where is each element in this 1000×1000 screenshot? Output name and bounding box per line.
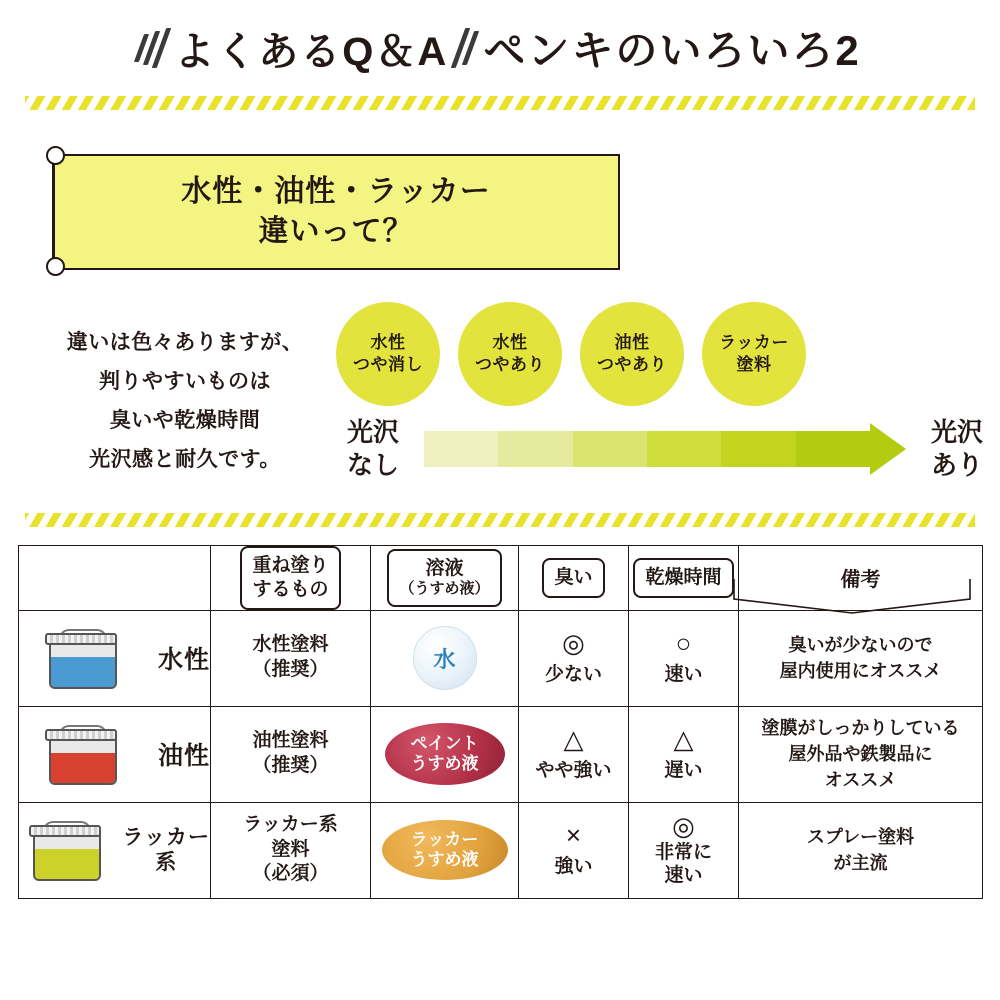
- table-row: [19, 706, 983, 802]
- gloss-bubble-line2: つやあり: [597, 355, 667, 374]
- remark-line2: が主流: [833, 853, 888, 873]
- gloss-bubble-line1: 水性: [370, 332, 406, 352]
- smell-mark: ×: [565, 819, 582, 850]
- table-row: [19, 610, 983, 706]
- gloss-scale-left-line1: 光沢: [346, 417, 399, 447]
- smell-label: やや強い: [535, 760, 612, 782]
- gloss-section: [0, 302, 1000, 481]
- solvent-water-icon: [413, 626, 477, 690]
- dry-label: 遅い: [664, 760, 703, 782]
- scroll-banner-line1: 水性・油性・ラッカー: [181, 174, 491, 208]
- table-header-overcoat: 重ね塗り するもの: [240, 546, 340, 610]
- paint-can-icon: [45, 629, 117, 687]
- decorative-slashes-left: [132, 28, 172, 68]
- gloss-bubble: [336, 302, 440, 406]
- solvent-lacquer-thinner-icon: [382, 820, 508, 880]
- row-name: 油性: [157, 742, 210, 770]
- solvent-label: 水: [433, 646, 456, 672]
- dry-label: 非常に 速い: [654, 841, 712, 886]
- gloss-lead-line-2: 判りやすいものは: [99, 369, 271, 393]
- dry-label: 速い: [664, 664, 703, 686]
- smell-mark: ◎: [562, 627, 585, 658]
- overcoat-line2: 塗料: [271, 838, 310, 860]
- table-header-row: [19, 546, 983, 611]
- row-name: 水性: [157, 646, 210, 674]
- comparison-table-area: [18, 545, 982, 899]
- gloss-bubble: [458, 302, 562, 406]
- scroll-banner: [30, 146, 620, 276]
- overcoat-line2: （推奨）: [252, 755, 329, 776]
- table-header-smell: 臭い: [542, 558, 604, 598]
- solvent-label-line1: ペイント: [410, 733, 479, 753]
- gloss-scale-right-line2: あり: [930, 449, 983, 480]
- remark-line1: 塗膜がしっかりしている: [761, 717, 960, 738]
- gloss-gradient-arrow: [424, 426, 906, 472]
- gloss-bubble-line1: ラッカー: [719, 332, 789, 352]
- remark-line1: スプレー塗料: [806, 826, 915, 847]
- gloss-bubble-list: [330, 302, 1000, 406]
- decorative-slashes-middle: [451, 28, 481, 68]
- overcoat-line1: 水性塗料: [252, 634, 329, 656]
- smell-mark: △: [563, 723, 584, 754]
- gloss-bubble-line2: つや消し: [353, 355, 423, 374]
- page-header: [0, 0, 1000, 110]
- gloss-lead-line-3: 臭いや乾燥時間: [109, 408, 261, 432]
- page-title: よくあるQ＆A: [174, 29, 449, 74]
- row-name: ラッカー 系: [122, 825, 210, 874]
- scroll-banner-box: [52, 154, 620, 270]
- solvent-label-line2: うすめ液: [410, 754, 479, 773]
- gloss-bubble-line1: 水性: [492, 332, 528, 352]
- smell-label: 少ない: [544, 664, 602, 686]
- remark-line2: 屋外品や鉄製品に: [788, 743, 933, 764]
- remark-line1: 臭いが少ないので: [788, 634, 933, 655]
- table-row: [19, 802, 983, 898]
- remark-line3: オススメ: [824, 770, 897, 791]
- paint-can-icon: [29, 821, 101, 879]
- gloss-bubble: [580, 302, 684, 406]
- remark-line2: 屋内使用にオススメ: [779, 661, 942, 681]
- overcoat-line2: （推奨）: [252, 659, 329, 680]
- gloss-bubble-line2: つやあり: [475, 355, 545, 374]
- gloss-bubble-line1: 油性: [614, 332, 650, 352]
- gloss-lead-line-1: 違いは色々ありますが、: [66, 331, 304, 354]
- gloss-lead-line-4: 光沢感と耐久です。: [89, 447, 281, 471]
- overcoat-line1: 油性塗料: [252, 730, 329, 752]
- dry-mark: ○: [675, 627, 692, 658]
- overcoat-line1: ラッカー系: [243, 813, 338, 835]
- scroll-rod-icon: [40, 146, 66, 276]
- gloss-scale: [330, 416, 1000, 481]
- table-header-remark: 備考: [840, 569, 881, 592]
- page-subtitle: ペンキのいろいろ2: [483, 27, 861, 74]
- gloss-scale-label-right: [914, 416, 1000, 481]
- paint-can-icon: [45, 725, 117, 783]
- table-header-solvent: 溶液 （うすめ液）: [387, 549, 501, 608]
- stripe-divider-top: [25, 96, 975, 110]
- solvent-label-line2: うすめ液: [410, 850, 479, 869]
- table-header-drytime: 乾燥時間: [633, 558, 733, 598]
- gloss-scale-right-line1: 光沢: [930, 417, 983, 447]
- gloss-scale-left-line2: なし: [346, 449, 399, 480]
- stripe-divider-middle: [25, 513, 975, 527]
- comparison-table: [18, 545, 983, 899]
- gloss-bubble-line2: 塗料: [736, 355, 772, 374]
- dry-mark: △: [673, 723, 694, 754]
- dry-mark: ◎: [672, 810, 695, 841]
- solvent-paint-thinner-icon: [385, 723, 505, 785]
- overcoat-line3: （必須）: [252, 863, 329, 885]
- scroll-banner-line2: 違いって？: [258, 215, 414, 248]
- gloss-lead-text: [40, 302, 330, 481]
- solvent-label-line1: ラッカー: [410, 829, 479, 849]
- gloss-bubble: [702, 302, 806, 406]
- smell-label: 強い: [554, 856, 593, 878]
- gloss-scale-label-left: [330, 416, 416, 481]
